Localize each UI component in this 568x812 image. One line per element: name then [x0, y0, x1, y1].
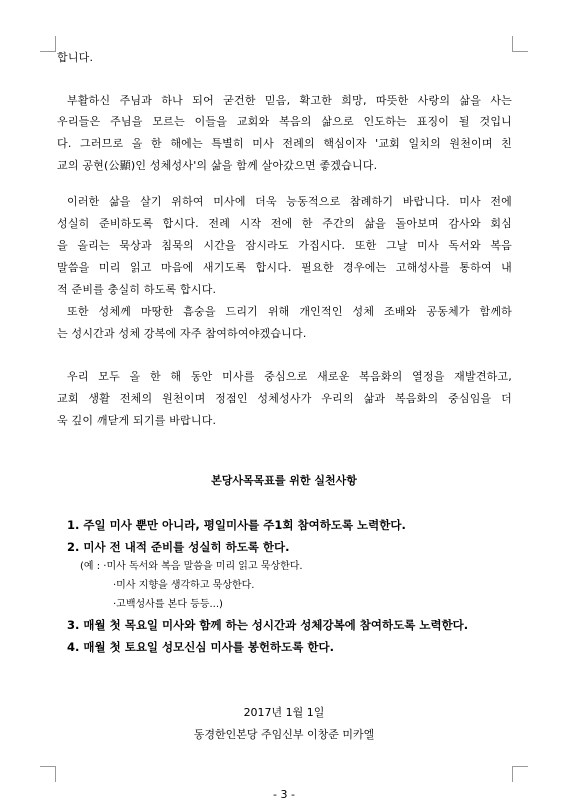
practice-item: 3. 매월 첫 목요일 미사와 함께 하는 성시간과 성체강복에 참여하도록 노력한다.: [67, 618, 469, 632]
margin-corner-mark: [512, 766, 528, 782]
section-heading: 본당사목목표를 위한 실천사항: [211, 474, 357, 487]
practice-item: 1. 주일 미사 뿐만 아니라, 평일미사를 주1회 참여하도록 노력한다.: [67, 518, 406, 532]
paragraph-line: 합니다.: [57, 51, 94, 64]
paragraph-line: 는 성시간과 성체 강복에 자주 참여하여야겠습니다.: [57, 327, 307, 340]
paragraph-line: 교회 생활 전체의 원천이며 정점인 성체성사가 우리의 삶과 복음화의 중심임을 더: [57, 392, 512, 405]
practice-item: 4. 매월 첫 토요일 성모신심 미사를 봉헌하도록 한다.: [67, 640, 334, 654]
paragraph-line: 우리들은 주님을 모르는 이들을 교회와 복음의 삶으로 인도하는 표징이 될 것입니: [57, 115, 512, 128]
signature-date: 2017년 1월 1일: [243, 706, 325, 719]
paragraph-line: 욱 깊이 깨닫게 되기를 바랍니다.: [57, 414, 217, 427]
paragraph-line: 다. 그러므로 올 한 해에는 특별히 미사 전례의 핵심이자 '교회 일치의 원천이며 친: [57, 137, 512, 150]
signature-author: 동경한인본당 주임신부 이창준 미카엘: [193, 728, 375, 741]
paragraph-line: 적 준비를 충실히 하도록 합시다.: [57, 283, 217, 296]
paragraph-line: 부활하신 주님과 하나 되어 굳건한 믿음, 확고한 희망, 따뜻한 사랑의 삶을 사는: [67, 94, 512, 107]
paragraph-line: 교의 공현(公顯)인 성체성사'의 삶을 함께 살아갔으면 좋겠습니다.: [57, 159, 378, 172]
practice-subitem: ·고백성사를 본다 등등...): [113, 599, 223, 610]
margin-corner-mark: [40, 766, 56, 782]
margin-corner-mark: [40, 36, 56, 52]
page-number: - 3 -: [273, 788, 295, 801]
paragraph-line: 또한 성체께 마땅한 흠숭을 드리기 위해 개인적인 성체 조배와 공동체가 함께하: [67, 305, 512, 318]
practice-item: 2. 미사 전 내적 준비를 성실히 하도록 한다.: [67, 540, 290, 554]
practice-subitem: ·미사 지향을 생각하고 묵상한다.: [113, 580, 255, 591]
paragraph-line: 성실히 준비하도록 합시다. 전례 시작 전에 한 주간의 삶을 돌아보며 감사와 회심: [57, 217, 512, 230]
paragraph-line: 말씀을 미리 읽고 마음에 새기도록 합시다. 필요한 경우에는 고해성사를 통하여 내: [57, 261, 512, 274]
margin-corner-mark: [512, 36, 528, 52]
paragraph-line: 이러한 삶을 살기 위하여 미사에 더욱 능동적으로 참례하기 바랍니다. 미사 전에: [67, 195, 512, 208]
paragraph-line: 우리 모두 올 한 해 동안 미사를 중심으로 새로운 복음화의 열정을 재발견하고,: [67, 370, 512, 383]
practice-subitem: (예 : ·미사 독서와 복음 말씀을 미리 읽고 묵상한다.: [80, 561, 303, 572]
paragraph-line: 을 올리는 묵상과 침묵의 시간을 잠시라도 가집시다. 또한 그날 미사 독서와 복음: [57, 239, 512, 252]
